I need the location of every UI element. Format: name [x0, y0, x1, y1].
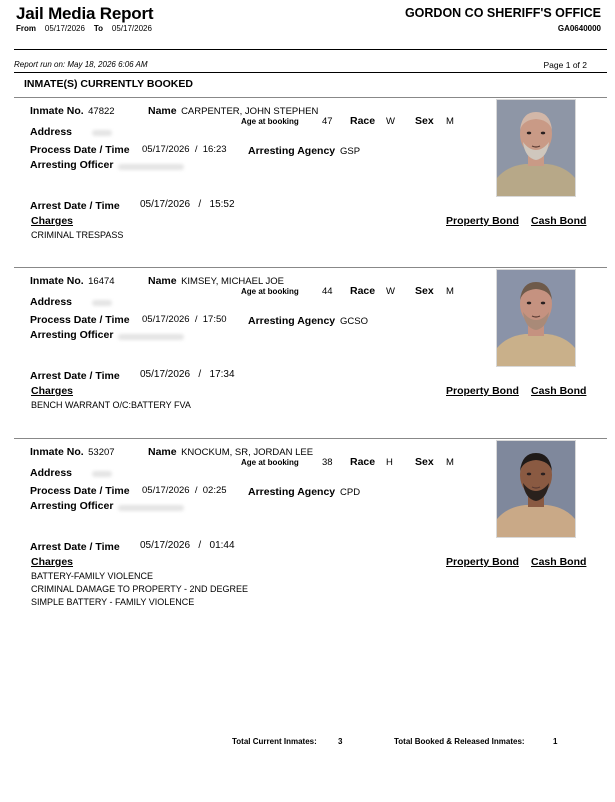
process-date-label: Process Date / Time	[30, 485, 130, 497]
page-number: Page 1 of 2	[543, 60, 587, 70]
process-date-label: Process Date / Time	[30, 314, 130, 326]
address-redacted	[92, 300, 112, 306]
mugshot-image	[497, 270, 575, 366]
age-value: 44	[322, 286, 333, 297]
to-date: 05/17/2026	[111, 24, 152, 33]
name-value: KNOCKUM, SR, JORDAN LEE	[181, 447, 314, 458]
process-time: 02:25	[202, 485, 227, 496]
inmate-record	[0, 437, 615, 607]
race-value: H	[386, 457, 393, 468]
mugshot-photo	[496, 440, 576, 538]
address-label: Address	[30, 126, 73, 138]
run-on-text: Report run on: May 18, 2026 6:06 AM	[14, 60, 148, 69]
arresting-agency-value: GCSO	[340, 316, 368, 327]
age-label: Age at booking	[241, 117, 299, 126]
arrest-date: 05/17/2026	[140, 369, 191, 380]
agency-name: GORDON CO SHERIFF'S OFFICE	[404, 6, 601, 20]
to-label: To	[93, 24, 104, 33]
arrest-date-label: Arrest Date / Time	[30, 200, 120, 212]
arrest-slash: /	[198, 199, 202, 210]
inmate-no-value: 47822	[88, 106, 115, 117]
arrest-time: 01:44	[209, 540, 235, 551]
age-value: 38	[322, 457, 333, 468]
mugshot-photo	[496, 99, 576, 197]
charge-item: CRIMINAL TRESPASS	[31, 230, 124, 240]
arrest-slash: /	[198, 540, 202, 551]
total-booked-value: 1	[553, 737, 558, 746]
charges-label: Charges	[31, 215, 74, 227]
address-redacted	[92, 130, 112, 136]
arresting-officer-label: Arresting Officer	[30, 159, 114, 171]
charges-label: Charges	[31, 385, 74, 397]
process-date-value	[142, 485, 227, 496]
property-bond-label: Property Bond	[446, 385, 519, 397]
officer-redacted	[118, 505, 184, 511]
sex-value: M	[446, 286, 454, 297]
process-date-label: Process Date / Time	[30, 144, 130, 156]
inmate-no-label: Inmate No.	[30, 275, 84, 287]
arrest-date-value	[140, 199, 235, 210]
name-label: Name	[148, 446, 177, 458]
cash-bond-label: Cash Bond	[531, 385, 587, 397]
process-slash: /	[194, 485, 198, 496]
mugshot-photo	[496, 269, 576, 367]
race-label: Race	[350, 115, 376, 127]
total-booked-label: Total Booked & Released Inmates:	[394, 737, 525, 746]
arrest-slash: /	[198, 369, 202, 380]
process-time: 17:50	[202, 314, 227, 325]
report-title: Jail Media Report	[16, 4, 154, 23]
header-divider	[14, 49, 607, 50]
inmate-no-value: 16474	[88, 276, 115, 287]
from-label: From	[16, 24, 36, 33]
process-date-value	[142, 144, 227, 155]
arrest-date: 05/17/2026	[140, 199, 191, 210]
arresting-agency-label: Arresting Agency	[248, 315, 336, 327]
inmate-no	[30, 271, 115, 289]
address-label: Address	[30, 467, 73, 479]
arrest-date-label: Arrest Date / Time	[30, 370, 120, 382]
process-date: 05/17/2026	[142, 144, 190, 155]
arresting-officer-label: Arresting Officer	[30, 329, 114, 341]
arresting-agency-value: CPD	[340, 487, 361, 498]
sex-label: Sex	[415, 456, 434, 468]
arrest-time: 15:52	[209, 199, 235, 210]
name-value: CARPENTER, JOHN STEPHEN	[181, 106, 319, 117]
name-label: Name	[148, 105, 177, 117]
total-current-value: 3	[338, 737, 343, 746]
cash-bond-label: Cash Bond	[531, 215, 587, 227]
from-date: 05/17/2026	[44, 24, 85, 33]
section-title: INMATE(S) CURRENTLY BOOKED	[24, 78, 193, 90]
name-value: KIMSEY, MICHAEL JOE	[181, 276, 285, 287]
arresting-agency-value: GSP	[340, 146, 361, 157]
property-bond-label: Property Bond	[446, 215, 519, 227]
officer-redacted	[118, 164, 184, 170]
inmate-no	[30, 101, 115, 119]
name-label: Name	[148, 275, 177, 287]
arrest-date-label: Arrest Date / Time	[30, 541, 120, 553]
sex-value: M	[446, 457, 454, 468]
race-value: W	[386, 286, 395, 297]
age-label: Age at booking	[241, 458, 299, 467]
arrest-time: 17:34	[209, 369, 235, 380]
race-label: Race	[350, 285, 376, 297]
sex-label: Sex	[415, 285, 434, 297]
charge-item: CRIMINAL DAMAGE TO PROPERTY - 2ND DEGREE	[31, 584, 249, 594]
inmate-record	[0, 96, 615, 261]
sex-label: Sex	[415, 115, 434, 127]
address-label: Address	[30, 296, 73, 308]
race-label: Race	[350, 456, 376, 468]
arresting-officer-label: Arresting Officer	[30, 500, 114, 512]
inmate-record	[0, 266, 615, 431]
charges-label: Charges	[31, 556, 74, 568]
process-date-value	[142, 314, 227, 325]
charge-item: SIMPLE BATTERY - FAMILY VIOLENCE	[31, 597, 195, 607]
charge-item: BATTERY-FAMILY VIOLENCE	[31, 571, 154, 581]
ori-code: GA0640000	[557, 24, 601, 33]
process-date: 05/17/2026	[142, 485, 190, 496]
property-bond-label: Property Bond	[446, 556, 519, 568]
process-slash: /	[194, 314, 198, 325]
process-time: 16:23	[202, 144, 227, 155]
inmate-no-label: Inmate No.	[30, 105, 84, 117]
cash-bond-label: Cash Bond	[531, 556, 587, 568]
officer-redacted	[118, 334, 184, 340]
inmate-no-value: 53207	[88, 447, 115, 458]
charge-item: BENCH WARRANT O/C:BATTERY FVA	[31, 400, 191, 410]
arrest-date-value	[140, 540, 235, 551]
age-value: 47	[322, 116, 333, 127]
arrest-date-value	[140, 369, 235, 380]
section-top-divider	[14, 72, 607, 73]
arrest-date: 05/17/2026	[140, 540, 191, 551]
mugshot-image	[497, 100, 575, 196]
mugshot-image	[497, 441, 575, 537]
sex-value: M	[446, 116, 454, 127]
inmate-no-label: Inmate No.	[30, 446, 84, 458]
address-redacted	[92, 471, 112, 477]
arresting-agency-label: Arresting Agency	[248, 486, 336, 498]
date-range	[16, 24, 152, 33]
total-current-label: Total Current Inmates:	[232, 737, 317, 746]
race-value: W	[386, 116, 395, 127]
process-date: 05/17/2026	[142, 314, 190, 325]
process-slash: /	[194, 144, 198, 155]
age-label: Age at booking	[241, 287, 299, 296]
arresting-agency-label: Arresting Agency	[248, 145, 336, 157]
inmate-no	[30, 442, 115, 460]
